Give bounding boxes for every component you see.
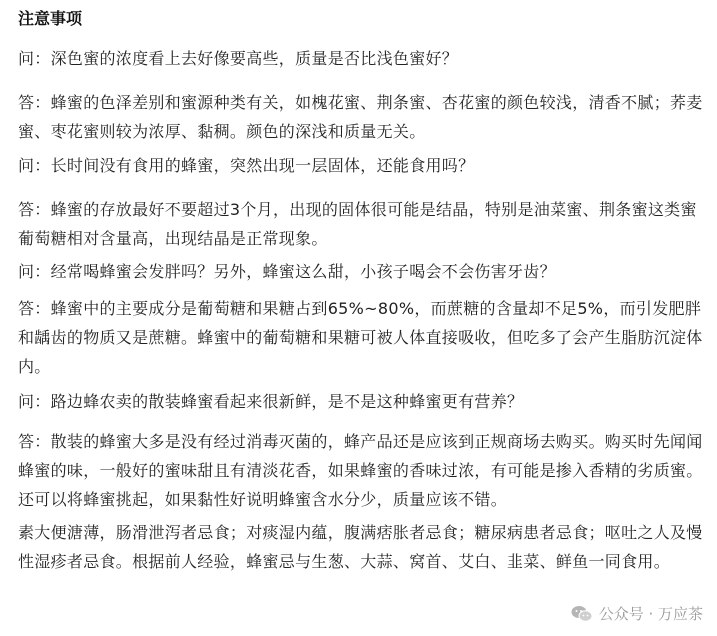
section-title: 注意事项	[18, 9, 83, 28]
question-3: 问：经常喝蜂蜜会发胖吗？另外，蜂蜜这么甜，小孩子喝会不会伤害牙齿？	[18, 262, 556, 281]
question-4: 问：路边蜂农卖的散装蜂蜜看起来很新鲜，是不是这种蜂蜜更有营养？	[18, 392, 524, 411]
answer-1: 答：蜂蜜的色泽差别和蜜源种类有关，如槐花蜜、荆条蜜、杏花蜜的颜色较浅，清香不腻；荞麦蜜、枣花蜜则较为浓厚、黏稠。颜色的深浅和质量无关。	[18, 93, 703, 141]
answer-2: 答：蜂蜜的存放最好不要超过3个月，出现的固体很可能是结晶，特别是油菜蜜、荆条蜜这类蜜葡萄糖相对含量高，出现结晶是正常现象。	[18, 200, 697, 248]
watermark-text: 公众号 · 万应茶	[598, 605, 703, 623]
answer-3: 答：蜂蜜中的主要成分是葡萄糖和果糖占到65%~80%，而蔗糖的含量却不足5%，而引发肥胖和龋齿的物质又是蔗糖。蜂蜜中的葡萄糖和果糖可被人体直接吸收，但吃多了会产生脂肪沉淀体内。	[18, 299, 703, 376]
question-1: 问：深色蜜的浓度看上去好像要高些，质量是否比浅色蜜好？	[18, 49, 459, 68]
answer-4: 答：散装的蜂蜜大多是没有经过消毒灭菌的，蜂产品还是应该到正规商场去购买。购买时先闻闻蜂蜜的味，一般好的蜜味甜且有清淡花香，如果蜂蜜的香味过浓，有可能是掺入香精的劣质蜜。还可以将蜂蜜挑起，如果黏性好说明蜂蜜含水分少，质量应该不错。	[18, 432, 703, 509]
dietary-note: 素大便溏薄，肠滑泄泻者忌食；对痰湿内蕴，腹满痞胀者忌食；糖尿病患者忌食；呕吐之人及慢性湿疹者忌食。根据前人经验，蜂蜜忌与生葱、大蒜、窝首、艾白、韭菜、鲜鱼一同食用。	[18, 523, 703, 571]
watermark	[571, 603, 703, 624]
wechat-icon	[571, 605, 593, 623]
question-2: 问：长时间没有食用的蜂蜜，突然出现一层固体，还能食用吗？	[18, 156, 475, 175]
